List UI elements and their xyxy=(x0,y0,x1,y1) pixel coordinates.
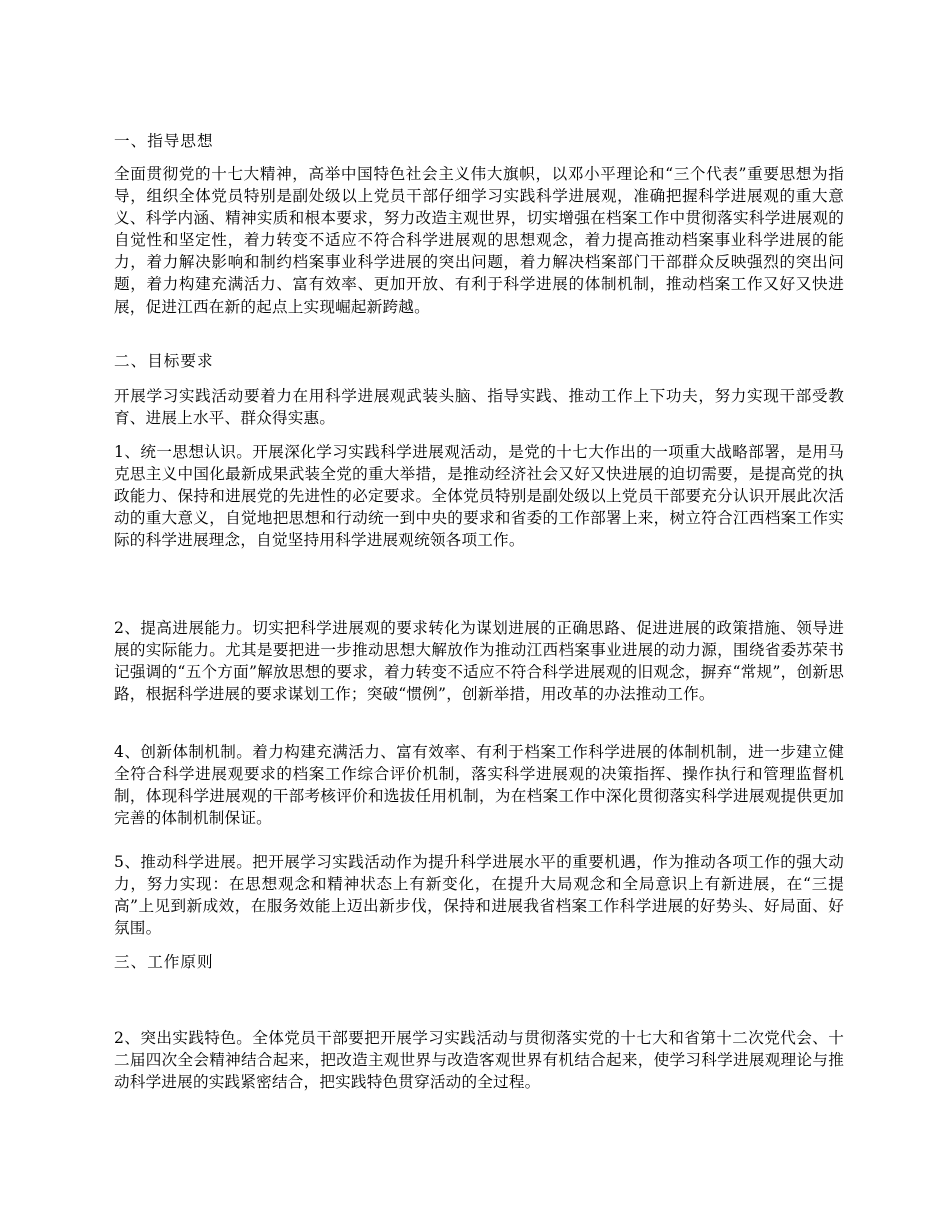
paragraph-goals-intro: 开展学习实践活动要着力在用科学进展观武装头脑、指导实践、推动工作上下功夫，努力实现干部受教育、进展上水平、群众得实惠。 xyxy=(114,387,844,428)
paragraph-innovate-mechanisms: 4、创新体制机制。着力构建充满活力、富有效率、有利于档案工作科学进展的体制机制，进一步建立健全符合科学进展观要求的档案工作综合评价机制，落实科学进展观的决策指挥、操作执行和管理监督机制，体现科学进展观的干部考核评价和选拔任用机制，为在档案工作中深化贯彻落实科学进展观提供更加完善的体制机制保证。 xyxy=(114,743,844,828)
paragraph-promote-development: 5、推动科学进展。把开展学习实践活动作为提升科学进展水平的重要机遇，作为推动各项工作的强大动力，努力实现：在思想观念和精神状态上有新变化，在提升大局观念和全局意识上有新进展，在“三提高”上见到新成效，在服务效能上迈出新步伐，保持和进展我省档案工作科学进展的好势头、好局面、好氛围。 xyxy=(114,853,844,938)
paragraph-unify-thinking: 1、统一思想认识。开展深化学习实践科学进展观活动，是党的十七大作出的一项重大战略部署，是用马克思主义中国化最新成果武装全党的重大举措，是推动经济社会又好又快进展的迫切需要，是提高党的执政能力、保持和进展党的先进性的必定要求。全体党员特别是副处级以上党员干部要充分认识开展此次活动的重大意义，自觉地把思想和行动统一到中央的要求和省委的工作部署上来，树立符合江西档案工作实际的科学进展理念，自觉坚持用科学进展观统领各项工作。 xyxy=(114,443,844,550)
section-heading-goals: 二、目标要求 xyxy=(114,352,214,370)
paragraph-guiding-ideology: 全面贯彻党的十七大精神，高举中国特色社会主义伟大旗帜，以邓小平理论和“三个代表”重要思想为指导，组织全体党员特别是副处级以上党员干部仔细学习实践科学进展观，准确把握科学进展观的重大意义、科学内涵、精神实质和根本要求，努力改造主观世界，切实增强在档案工作中贯彻落实科学进展观的自觉性和坚定性，着力转变不适应不符合科学进展观的思想观念，着力提高推动档案事业科学进展的能力，着力解决影响和制约档案事业科学进展的突出问题，着力解决档案部门干部群众反映强烈的突出问题，着力构建充满活力、富有效率、更加开放、有利于科学进展的体制机制，推动档案工作又好又快进展，促进江西在新的起点上实现崛起新跨越。 xyxy=(114,165,844,316)
section-heading-guiding-ideology: 一、指导思想 xyxy=(114,132,214,150)
section-heading-principles: 三、工作原则 xyxy=(114,953,214,971)
paragraph-practice-features: 2、突出实践特色。全体党员干部要把开展学习实践活动与贯彻落实党的十七大和省第十二次党代会、十二届四次全会精神结合起来，把改造主观世界与改造客观世界有机结合起来，使学习科学进展观理论与推动科学进展的实践紧密结合，把实践特色贯穿活动的全过程。 xyxy=(114,1029,844,1092)
paragraph-improve-capability: 2、提高进展能力。切实把科学进展观的要求转化为谋划进展的正确思路、促进进展的政策措施、领导进展的实际能力。尤其是要把进一步推动思想大解放作为推动江西档案事业进展的动力源，围绕省委苏荣书记强调的“五个方面”解放思想的要求，着力转变不适应不符合科学进展观的旧观念，摒弃“常规”，创新思路，根据科学进展的要求谋划工作；突破“惯例”，创新举措，用改革的办法推动工作。 xyxy=(114,619,844,704)
